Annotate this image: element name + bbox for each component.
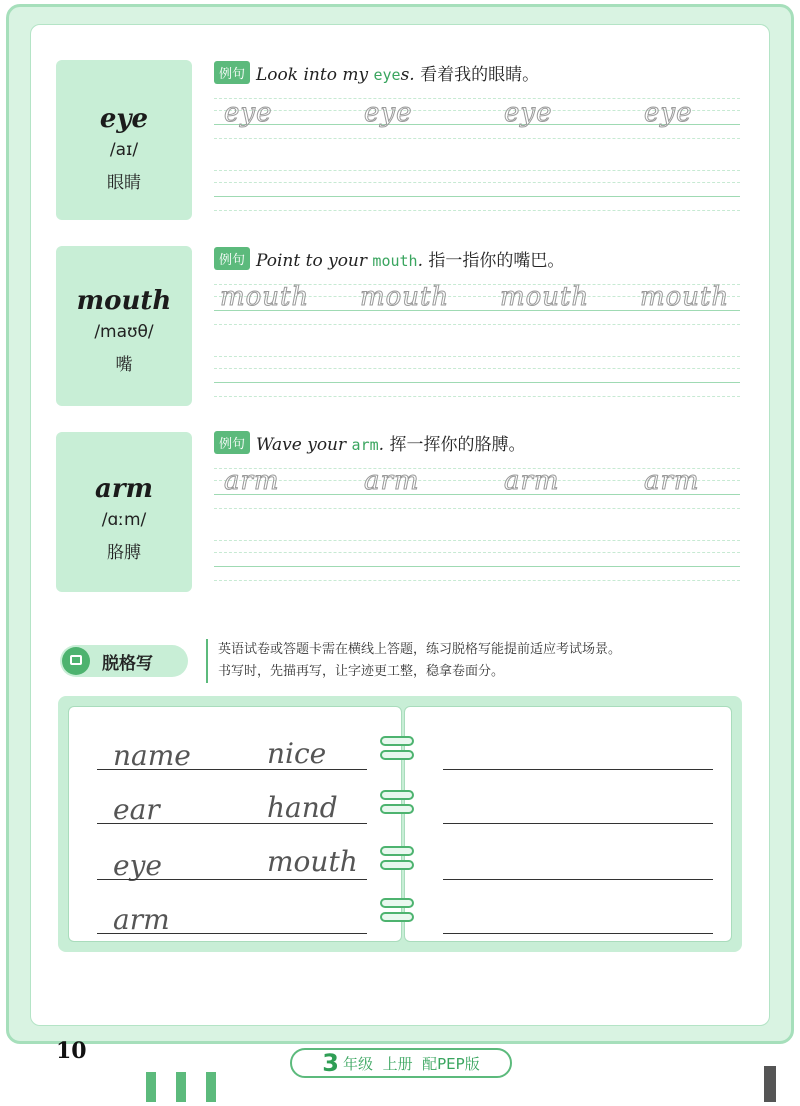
word: mouth — [76, 286, 172, 316]
instruction-line: 英语试卷或答题卡需在横线上答题，练习脱格写能提前适应考试场景。 — [218, 642, 622, 657]
copy-word: name — [113, 739, 191, 772]
writing-lines — [214, 278, 740, 406]
trace-word: mouth — [500, 282, 590, 312]
word-card-eye — [56, 60, 192, 220]
example-translation: 看着我的眼睛。 — [420, 65, 540, 85]
example-sentence — [214, 430, 525, 455]
copy-word: eye — [113, 849, 162, 882]
decor-bar — [176, 1072, 186, 1102]
copy-word: arm — [113, 903, 170, 936]
page-number: 10 — [56, 1038, 87, 1064]
grade-label — [290, 1048, 512, 1078]
example-highlight: eye — [373, 66, 401, 84]
binder-ring-icon — [380, 860, 414, 870]
trace-word: eye — [364, 98, 413, 128]
trace-word: eye — [644, 98, 693, 128]
trace-word: mouth — [220, 282, 310, 312]
section-title-text: 脱格写 — [102, 653, 153, 674]
binder-ring-icon — [380, 790, 414, 800]
example-badge: 例句 — [214, 431, 250, 454]
notebook-right-page — [404, 706, 732, 942]
example-badge: 例句 — [214, 61, 250, 84]
decor-bar — [764, 1066, 776, 1102]
example-text: Look into my — [256, 65, 374, 85]
example-badge: 例句 — [214, 247, 250, 270]
example-text-end: . — [417, 251, 423, 271]
trace-word: eye — [224, 98, 273, 128]
trace-word: arm — [504, 466, 560, 496]
binder-ring-icon — [380, 804, 414, 814]
trace-word: mouth — [360, 282, 450, 312]
word-card-arm — [56, 432, 192, 592]
example-text-end: . — [378, 435, 385, 455]
pencil-note-icon — [62, 647, 90, 675]
binder-ring-icon — [380, 736, 414, 746]
meaning: 嘴 — [115, 355, 133, 375]
instruction-line: 书写时，先描再写，让字迹更工整，稳拿卷面分。 — [218, 664, 505, 679]
decor-bar — [146, 1072, 156, 1102]
trace-word: arm — [364, 466, 420, 496]
answer-line[interactable] — [443, 823, 713, 824]
trace-word: arm — [224, 466, 280, 496]
section-title — [60, 645, 188, 677]
example-translation: 指一指你的嘴巴。 — [428, 251, 565, 271]
example-highlight: arm — [351, 436, 379, 454]
copy-word: ear — [113, 793, 160, 826]
binder-ring-icon — [380, 898, 414, 908]
grade-text: 年级 — [343, 1054, 374, 1073]
meaning: 眼睛 — [107, 173, 141, 193]
example-text-end: s. — [400, 65, 415, 85]
binder-ring-icon — [380, 750, 414, 760]
answer-line[interactable] — [443, 769, 713, 770]
trace-word: mouth — [640, 282, 730, 312]
binder-ring-icon — [380, 846, 414, 856]
example-translation: 挥一挥你的胳膊。 — [389, 435, 526, 455]
copy-word: hand — [267, 791, 338, 824]
trace-word: eye — [504, 98, 553, 128]
word: arm — [94, 474, 154, 504]
edition-text: 配PEP版 — [422, 1054, 480, 1073]
word: eye — [99, 104, 149, 134]
meaning: 胳膊 — [107, 543, 141, 563]
copy-word: mouth — [267, 845, 358, 878]
writing-lines — [214, 92, 740, 220]
copy-word: nice — [267, 737, 327, 770]
phonetic: /maʊθ/ — [94, 322, 154, 342]
decor-bar — [206, 1072, 216, 1102]
word-card-mouth — [56, 246, 192, 406]
answer-line[interactable] — [443, 933, 713, 934]
term-text: 上册 — [382, 1054, 413, 1073]
example-text: Point to your — [256, 251, 373, 271]
phonetic: /ɑːm/ — [101, 510, 147, 530]
section-instruction — [206, 639, 738, 683]
example-sentence — [214, 246, 564, 271]
phonetic: /aɪ/ — [109, 140, 139, 160]
notebook-left-page — [68, 706, 402, 942]
example-highlight: mouth — [372, 252, 418, 270]
writing-lines — [214, 462, 740, 590]
example-sentence — [214, 60, 539, 85]
answer-line[interactable] — [443, 879, 713, 880]
grade-number: 3 — [322, 1049, 339, 1077]
binder-ring-icon — [380, 912, 414, 922]
example-text: Wave your — [256, 435, 352, 455]
trace-word: arm — [644, 466, 700, 496]
